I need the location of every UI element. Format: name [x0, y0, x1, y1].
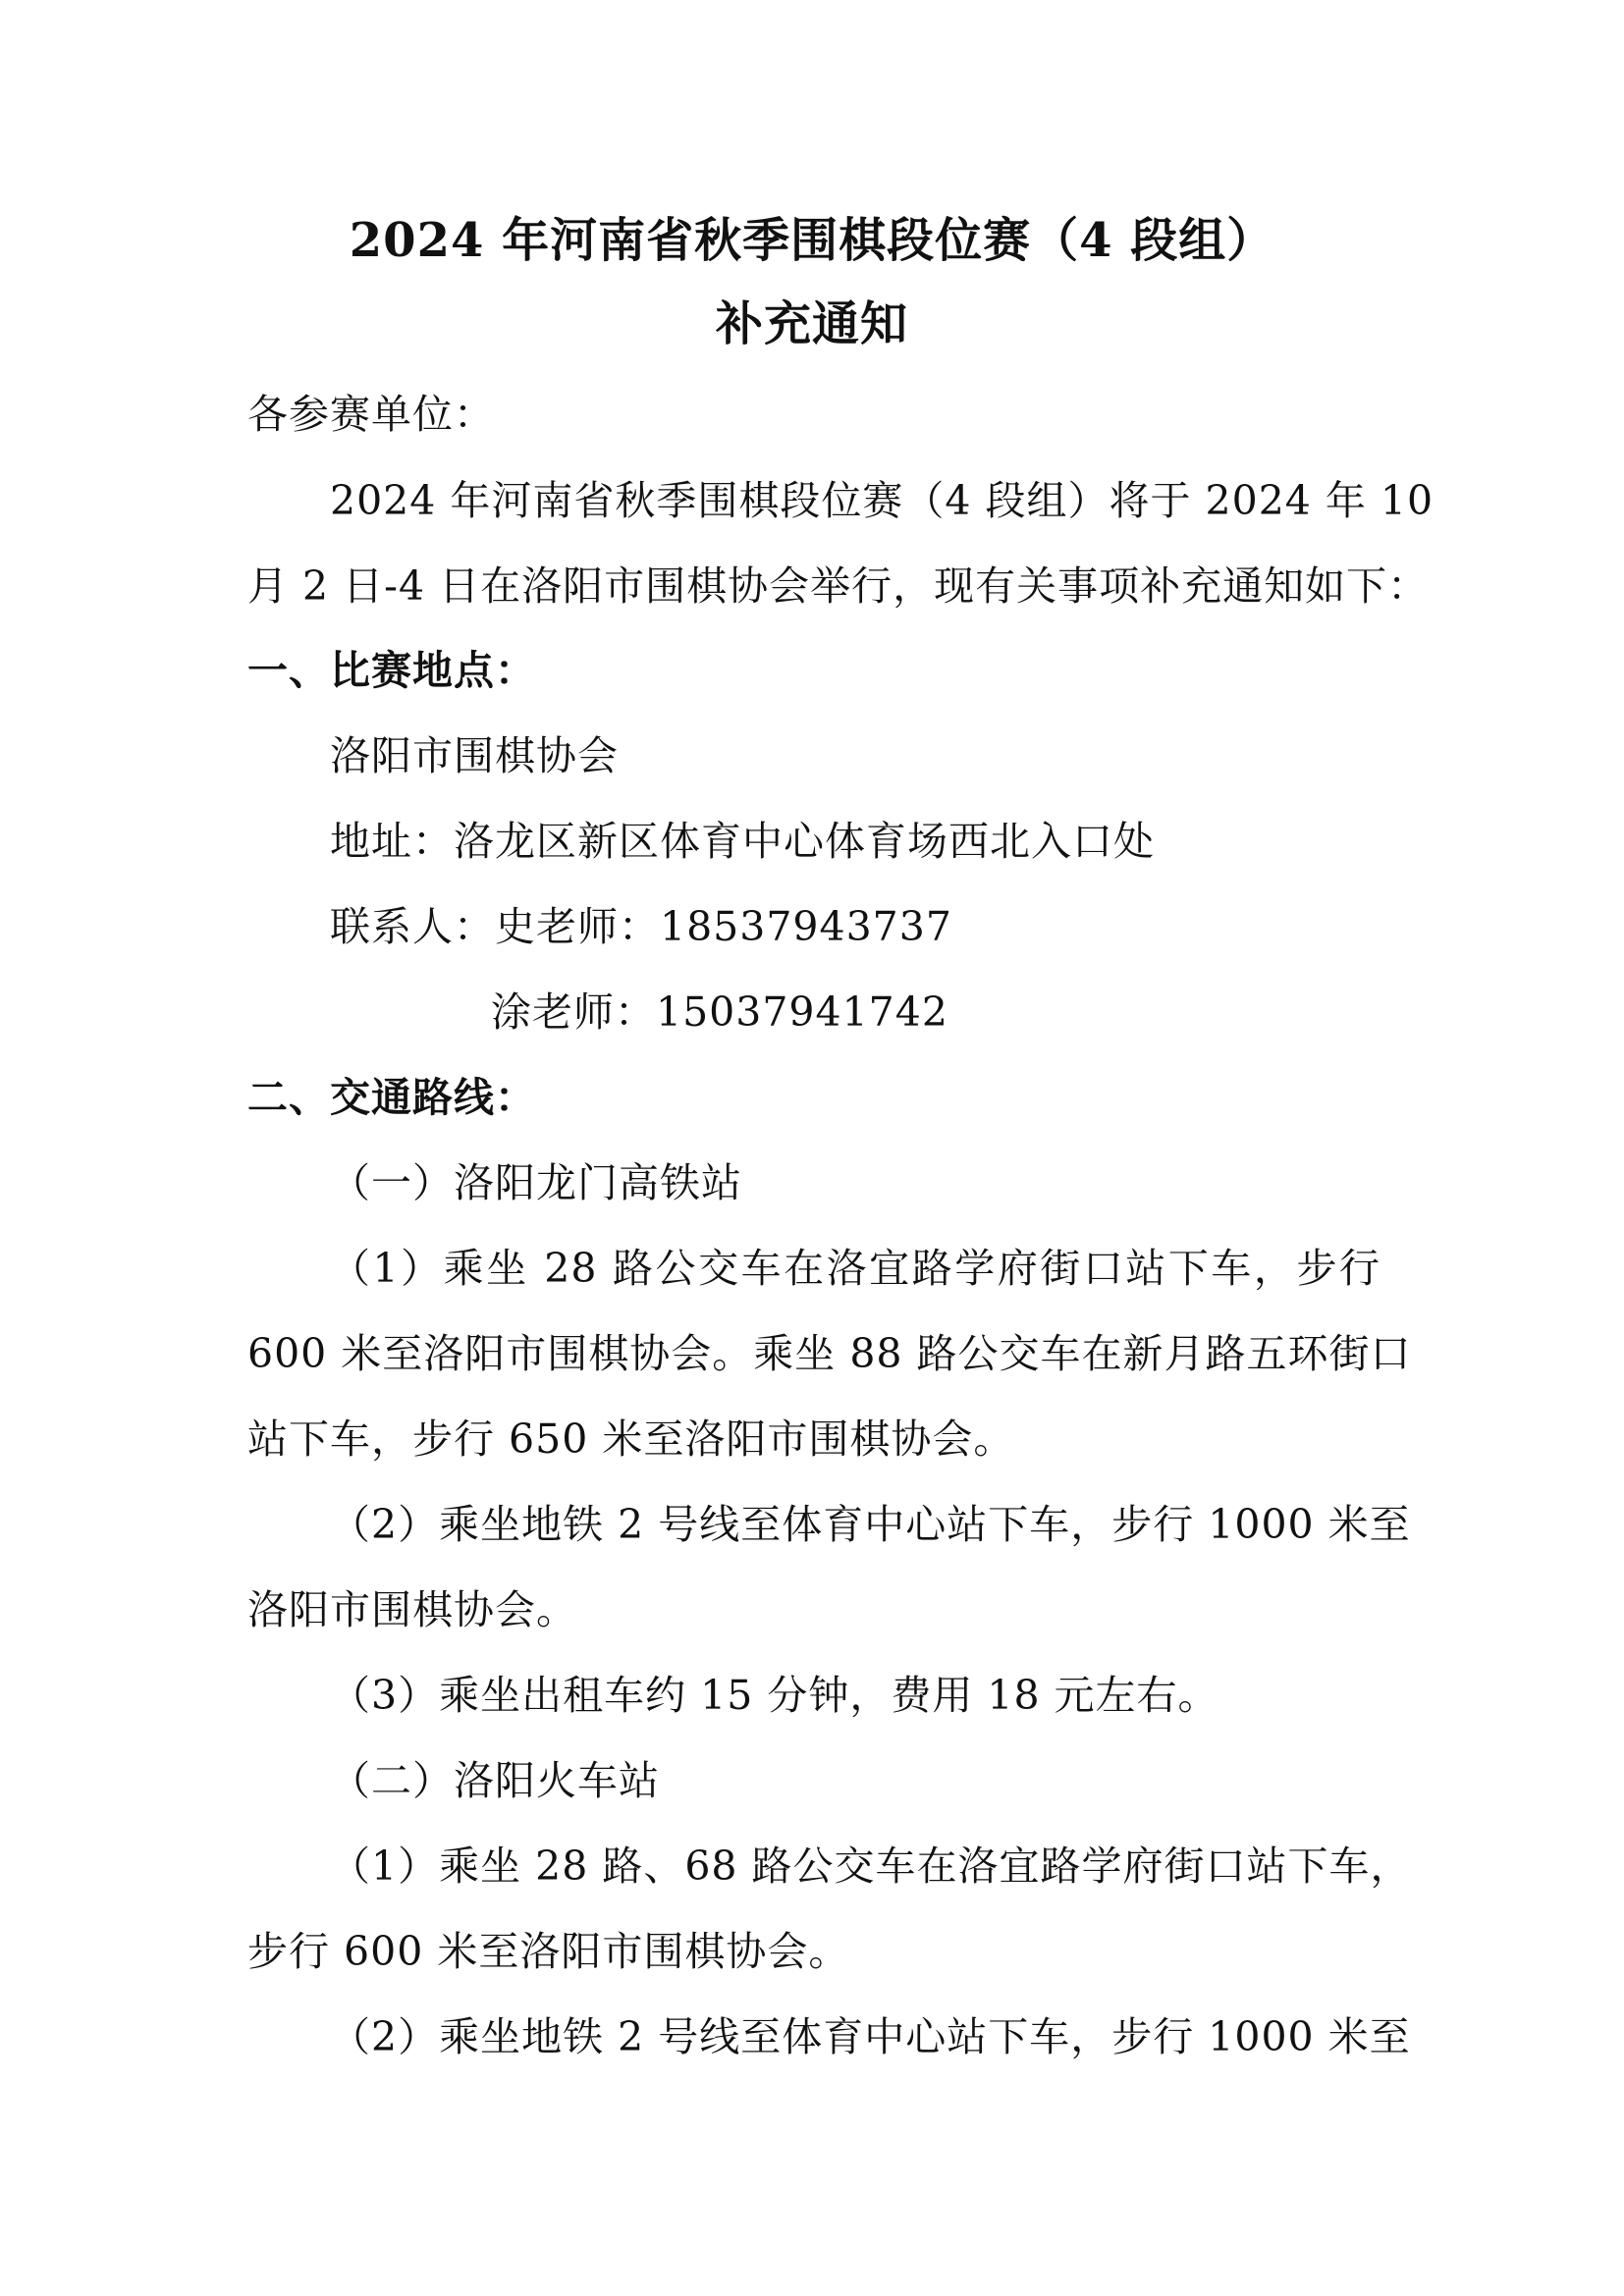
route-title: （一）洛阳龙门高铁站 [330, 1159, 742, 1206]
route-item-line: （1）乘坐 28 路公交车在洛宜路学府街口站下车，步行 [330, 1245, 1380, 1292]
contact-person: 涂老师：15037941742 [491, 988, 948, 1036]
venue-address: 地址：洛龙区新区体育中心体育场西北入口处 [330, 818, 1155, 865]
route-item-line: （2）乘坐地铁 2 号线至体育中心站下车，步行 1000 米至 [330, 2013, 1411, 2060]
route-title: （二）洛阳火车站 [330, 1757, 660, 1804]
contact-person: 联系人：史老师：18537943737 [330, 903, 952, 950]
route-item-line: 洛阳市围棋协会。 [247, 1586, 577, 1633]
venue-name: 洛阳市围棋协会 [330, 732, 619, 779]
route-item-line: 步行 600 米至洛阳市围棋协会。 [247, 1928, 850, 1975]
intro-paragraph-line: 2024 年河南省秋季围棋段位赛（4 段组）将于 2024 年 10 [330, 477, 1435, 524]
intro-paragraph-line: 月 2 日-4 日在洛阳市围棋协会举行，现有关事项补充通知如下： [247, 562, 1430, 610]
section-heading-transport: 二、交通路线： [247, 1074, 536, 1121]
route-item-line: 600 米至洛阳市围棋协会。乘坐 88 路公交车在新月路五环街口 [247, 1330, 1412, 1377]
route-item-line: （2）乘坐地铁 2 号线至体育中心站下车，步行 1000 米至 [330, 1501, 1411, 1548]
document-subtitle: 补充通知 [715, 296, 908, 351]
salutation: 各参赛单位： [247, 391, 495, 438]
document-title: 2024 年河南省秋季围棋段位赛（4 段组） [349, 213, 1275, 268]
route-item-line: （3）乘坐出租车约 15 分钟，费用 18 元左右。 [330, 1672, 1219, 1719]
route-item-line: 站下车，步行 650 米至洛阳市围棋协会。 [247, 1415, 1015, 1463]
route-item-line: （1）乘坐 28 路、68 路公交车在洛宜路学府街口站下车， [330, 1842, 1412, 1890]
section-heading-venue: 一、比赛地点： [247, 647, 536, 694]
